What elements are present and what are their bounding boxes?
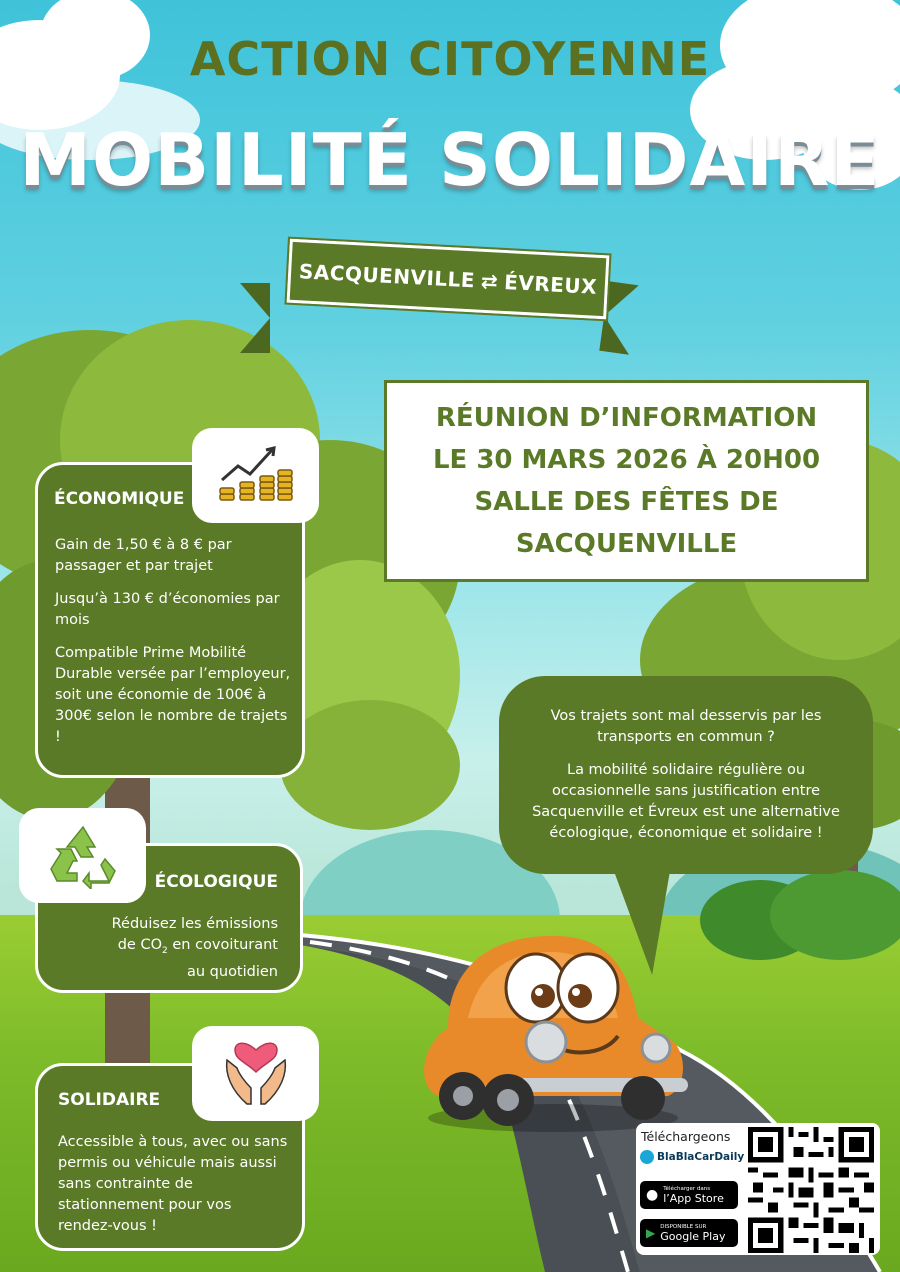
apple-icon: ● bbox=[646, 1187, 659, 1203]
card-economique-p3: Compatible Prime Mobilité Durable versée par l’employeur, soit une économie de 100€ à 300€ selon le nombre de trajets ! bbox=[55, 645, 291, 745]
card-economique-title: ÉCONOMIQUE bbox=[54, 489, 185, 509]
card-economique-p2: Jusqu’à 130 € d’économies par mois bbox=[55, 591, 280, 628]
blablacar-logo[interactable]: BlaBlaCarDaily bbox=[640, 1150, 744, 1164]
google-play-badge[interactable]: ▶ DISPONIBLE SUR Google Play bbox=[640, 1219, 738, 1247]
app-store-badge[interactable]: ● Télécharger dans l’App Store bbox=[640, 1181, 738, 1209]
bubble-answer: La mobilité solidaire régulière ou occasionnelle sans justification entre Sacquenville et Évreux est une alternative écologique, économique et solidaire ! bbox=[532, 762, 840, 841]
card-solidaire-text: Accessible à tous, avec ou sans permis ou véhicule mais aussi sans contrainte de stationnement pour vos rendez-vous ! bbox=[58, 1134, 288, 1234]
heart-hands-icon bbox=[192, 1026, 319, 1121]
card-solidaire-title: SOLIDAIRE bbox=[58, 1090, 161, 1110]
route-to: ÉVREUX bbox=[503, 269, 598, 299]
download-panel bbox=[636, 1123, 880, 1255]
download-label: Téléchargeons bbox=[641, 1129, 731, 1144]
recycle-icon bbox=[19, 808, 146, 903]
main-title: MOBILITÉ SOLIDAIRE bbox=[19, 118, 881, 202]
speech-bubble bbox=[499, 676, 873, 874]
meeting-place-1: SALLE DES FÊTES DE bbox=[474, 487, 779, 517]
meeting-info-box bbox=[384, 380, 869, 582]
kicker-title: ACTION CITOYENNE bbox=[189, 32, 711, 86]
qr-code-icon[interactable] bbox=[748, 1127, 874, 1253]
ribbon-end-left bbox=[240, 283, 270, 353]
route-arrow-icon: ⇄ bbox=[480, 268, 499, 294]
bubble-question: Vos trajets sont mal desservis par les transports en commun ? bbox=[550, 708, 822, 745]
card-ecologique-line3: au quotidien bbox=[186, 963, 278, 980]
google-play-icon: ▶ bbox=[646, 1226, 656, 1240]
card-economique-p1: Gain de 1,50 € à 8 € par passager et par trajet bbox=[55, 537, 232, 574]
route-from: SACQUENVILLE bbox=[298, 259, 476, 293]
card-ecologique-title: ÉCOLOGIQUE bbox=[154, 872, 278, 892]
card-ecologique-line1: Réduisez les émissions bbox=[111, 916, 278, 932]
meeting-place-2: SACQUENVILLE bbox=[515, 529, 738, 559]
meeting-date: LE 30 MARS 2026 À 20H00 bbox=[432, 445, 821, 475]
growth-coins-icon bbox=[192, 428, 319, 523]
meeting-title: RÉUNION D’INFORMATION bbox=[435, 403, 818, 433]
blablacar-icon bbox=[640, 1150, 654, 1164]
card-ecologique-line2: de $CO_2$ en covoiturant bbox=[117, 937, 278, 956]
